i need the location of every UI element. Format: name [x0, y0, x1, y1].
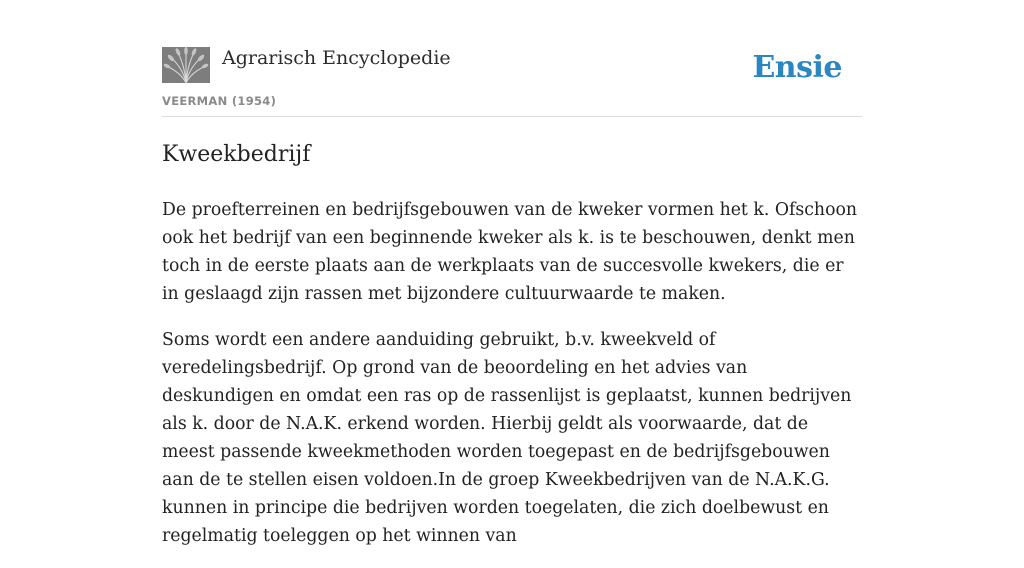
wheat-icon[interactable] — [162, 47, 210, 83]
source-title[interactable]: Agrarisch Encyclopedie — [222, 47, 451, 69]
source-header — [162, 46, 862, 117]
article-paragraph: Soms wordt een andere aanduiding gebruikt, b.v. kweekveld of veredelingsbedrijf. Op grond van de beoordeling en het advies van deskundigen en omdat een ras op de rassenlijst is geplaatst, kunnen bedrijven als k. door de N.A.K. erkend worden. Hierbij geldt als voorwaarde, dat de meest passende kweekmethoden worden toegepast en de bedrijfsgebouwen aan de te stellen eisen voldoen.In de groep Kweekbedrijven van de N.A.K.G. kunnen in principe die bedrijven worden toegelaten, die zich doelbewust en regelmatig toeleggen op het winnen van — [162, 330, 852, 546]
article — [162, 140, 862, 568]
article-title: Kweekbedrijf — [162, 142, 311, 167]
article-paragraph: De proefterreinen en bedrijfsgebouwen van de kweker vormen het k. Ofschoon ook het bedrijf van een beginnende kweker als k. is te beschouwen, denkt men toch in de eerste plaats aan de werkplaats van de succesvolle kwekers, die er in geslaagd zijn rassen met bijzondere cultuurwaarde te maken. — [162, 200, 858, 304]
ensie-logo[interactable]: Ensie — [752, 50, 842, 85]
source-meta: VEERMAN (1954) — [162, 94, 277, 108]
